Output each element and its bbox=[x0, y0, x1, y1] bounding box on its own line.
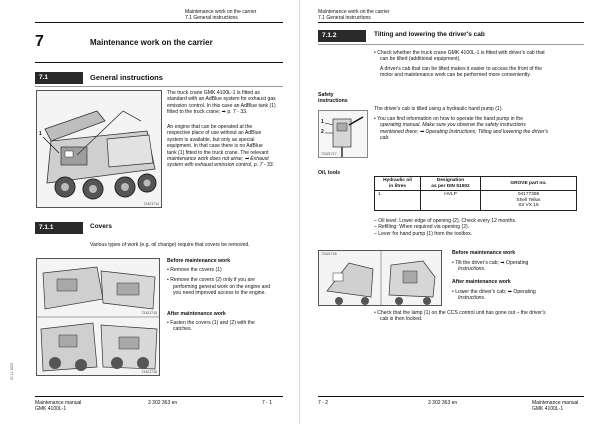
text-line: cab is then locked. bbox=[380, 316, 423, 323]
text-line: Instructions. bbox=[458, 295, 486, 302]
text-line: Safety bbox=[318, 92, 334, 98]
chapter-rule bbox=[35, 62, 283, 63]
header-section: 7.1 General instructions bbox=[318, 15, 371, 21]
remove-covers-2-item bbox=[167, 277, 293, 296]
text-line: 04177395 bbox=[517, 192, 540, 198]
cab-tilt-figure bbox=[318, 250, 442, 306]
cab-instructions bbox=[452, 250, 592, 302]
text-line: can be tilted (additional equipment). bbox=[380, 56, 461, 63]
cell-designation: HVLP bbox=[421, 191, 481, 211]
fasten-covers-item bbox=[167, 320, 293, 333]
text-line: respective place of use without an AdBlue bbox=[167, 130, 262, 137]
table-row bbox=[375, 191, 577, 211]
before-maintenance-heading: Before maintenance work bbox=[452, 250, 516, 256]
text-line: cab. bbox=[380, 135, 390, 142]
figure-id: 72421718 bbox=[321, 252, 337, 256]
text-line: S2 VX 15 bbox=[518, 203, 539, 209]
footer-page-number: 7 - 1 bbox=[262, 400, 273, 406]
section-rule bbox=[35, 86, 283, 87]
header-rule bbox=[35, 22, 283, 23]
text-line: • Remove the covers (2) only if you are bbox=[167, 277, 293, 283]
before-maintenance-heading: Before maintenance work bbox=[167, 258, 231, 264]
section-title-cab: Tilting and lowering the driver's cab bbox=[374, 31, 485, 38]
text-line: • You can find information on how to operate the hand pump in the bbox=[374, 116, 589, 122]
check-lamp-item bbox=[374, 310, 589, 323]
cell-part-no bbox=[481, 191, 577, 211]
after-maintenance-heading: After maintenance work bbox=[167, 310, 226, 317]
text-line: • Tilt the driver's cab; ➡ Operating bbox=[452, 260, 592, 266]
hand-pump-manual-item bbox=[374, 116, 589, 142]
section-number-7-1: 7.1 bbox=[35, 72, 83, 84]
safety-instructions-label bbox=[318, 92, 348, 104]
after-maintenance-heading: After maintenance work bbox=[452, 278, 511, 285]
text-line: Shell Tellus bbox=[516, 197, 541, 203]
text-line: catches. bbox=[173, 326, 192, 333]
text-line: performing general work on the engine and bbox=[173, 283, 271, 290]
section-number-7-1-1: 7.1.1 bbox=[35, 222, 83, 234]
header-rule bbox=[318, 22, 584, 23]
text-line: operating manual. Make sure you observe the safety instructions bbox=[380, 122, 526, 129]
list-item: – Refilling: When required via opening (2). bbox=[374, 224, 470, 231]
section-number-7-1-2: 7.1.2 bbox=[318, 30, 366, 42]
text-line: An engine that can be operated at the bbox=[167, 124, 253, 130]
covers-intro: Various types of work (e.g. oil change) require that covers be removed. bbox=[90, 242, 250, 248]
text-line: system with exhaust emission control, p. 7 - 33. bbox=[167, 162, 275, 169]
text-line: A driver's cab that can be tilted makes it easier to access the front of the bbox=[380, 65, 543, 72]
oil-notes bbox=[374, 218, 589, 237]
list-item: – Oil level: Lower edge of opening (2). Check every 12 months. bbox=[374, 218, 517, 224]
text-line: Instructions. bbox=[458, 266, 486, 273]
crane-illustration bbox=[37, 91, 162, 208]
running-header bbox=[318, 9, 389, 21]
hand-pump-illustration bbox=[319, 111, 368, 158]
text-line: system is available, but only as special bbox=[167, 136, 255, 143]
cell-litres: 1 bbox=[375, 191, 421, 211]
adblue-paragraph-1 bbox=[167, 90, 287, 116]
tilt-cab-item bbox=[452, 260, 592, 273]
text-line: maintenance work does not arise; ➡ Exhaust bbox=[167, 156, 269, 163]
list-item: – Lever for hand pump (1) from the toolbox. bbox=[374, 230, 473, 237]
section-rule bbox=[318, 44, 584, 45]
chapter-number: 7 bbox=[35, 33, 44, 50]
check-cab-item bbox=[374, 50, 589, 79]
text-line: The truck crane GMK 4100L-1 is fitted as bbox=[167, 90, 260, 96]
adblue-paragraph-2 bbox=[167, 124, 287, 169]
cab-tilt-illustration bbox=[319, 251, 442, 306]
text-line: • Check whether the truck crane GMK 4100L-1 is fitted with driver's cab that bbox=[374, 50, 589, 56]
text-line: Designation bbox=[436, 178, 465, 183]
col-grove-part bbox=[481, 177, 577, 191]
covers-figure bbox=[36, 258, 160, 376]
crane-adblue-figure bbox=[36, 90, 162, 208]
footer-page-number: 7 - 2 bbox=[318, 400, 329, 406]
figure-id: 72421715 bbox=[141, 311, 157, 315]
hand-pump-figure bbox=[318, 110, 368, 158]
text-line: instructions bbox=[318, 98, 348, 104]
footer-doc-number: 3 302 363 en bbox=[148, 400, 178, 406]
footer-manual-title: Maintenance manual bbox=[35, 400, 82, 406]
text-line: Remove the covers (1) bbox=[170, 267, 222, 273]
covers-instructions bbox=[167, 258, 293, 332]
header-chapter: Maintenance work on the carrier bbox=[185, 9, 257, 15]
right-page bbox=[300, 0, 600, 424]
figure-id: 72421716 bbox=[141, 370, 157, 374]
lower-cab-item bbox=[452, 289, 592, 302]
header-chapter: Maintenance work on the carrier bbox=[318, 9, 390, 15]
section-title-covers: Covers bbox=[90, 223, 113, 230]
footer-manual-title: Maintenance manual bbox=[532, 400, 579, 406]
remove-covers-1-item bbox=[167, 267, 293, 273]
covers-illustration bbox=[37, 259, 160, 376]
text-line: emission control. In this case an AdBlue tank (1) bbox=[167, 102, 276, 109]
header-section: 7.1 General instructions bbox=[185, 15, 238, 21]
text-line: motor and maintenance work can be performed more conveniently. bbox=[380, 72, 531, 79]
figure-id: 72421714 bbox=[143, 202, 159, 206]
text-line: mentioned there; ➡ Operating Instructions; Tilting and lowering the driver's bbox=[380, 128, 548, 135]
chapter-title: Maintenance work on the carrier bbox=[90, 38, 213, 47]
text-line: you need improved access to the engine. bbox=[173, 290, 266, 297]
oil-tools-label: Oil, tools bbox=[318, 170, 341, 176]
col-designation bbox=[421, 177, 481, 191]
text-line: equipment. In that case there is no AdBlue bbox=[167, 143, 263, 150]
footer-rule bbox=[35, 396, 283, 397]
footer-doc-number: 3 302 363 en bbox=[428, 400, 458, 406]
text-line: • Check that the lamp (1) on the CCS control unit has gone out – the driver's bbox=[374, 310, 589, 316]
text-line: • Lower the driver's cab; ➡ Operating bbox=[452, 289, 592, 295]
section-title-7-1: General instructions bbox=[90, 73, 163, 82]
callout-1: 1 bbox=[39, 131, 42, 137]
oil-table bbox=[374, 176, 577, 211]
footer-manual bbox=[35, 400, 81, 412]
text-line: • Fasten the covers (1) and (2) with the bbox=[167, 320, 293, 326]
footer-rule bbox=[318, 396, 584, 397]
text-line: as per DIN 51502 bbox=[431, 183, 470, 189]
callout-1: 1 bbox=[321, 119, 324, 125]
running-header bbox=[185, 9, 256, 21]
text-line: in litres bbox=[388, 183, 407, 189]
footer-model: GMK 4100L-1 bbox=[35, 406, 67, 412]
callout-2: 2 bbox=[321, 129, 324, 135]
text-line: fitted to the truck crane; ➡ p. 7 - 33. bbox=[167, 109, 248, 116]
text-line: standard with an AdBlue system for exhaust gas bbox=[167, 96, 276, 103]
footer-manual bbox=[532, 400, 578, 412]
text-line: Hydraulic oil bbox=[383, 178, 412, 183]
side-date-code: 31.11.2009 bbox=[10, 362, 14, 380]
figure-id: 72421717 bbox=[321, 152, 337, 156]
table-header-row bbox=[375, 177, 577, 191]
footer-model: GMK 4100L-1 bbox=[532, 406, 564, 412]
text-line: tank (1) fitted to the truck crane. The relevant bbox=[167, 149, 269, 156]
safety-text: The driver's cab is tilted using a hydraulic hand pump (1). bbox=[374, 106, 503, 112]
col-hydraulic-oil bbox=[375, 177, 421, 191]
text-line: GROVE part no. bbox=[510, 180, 547, 186]
